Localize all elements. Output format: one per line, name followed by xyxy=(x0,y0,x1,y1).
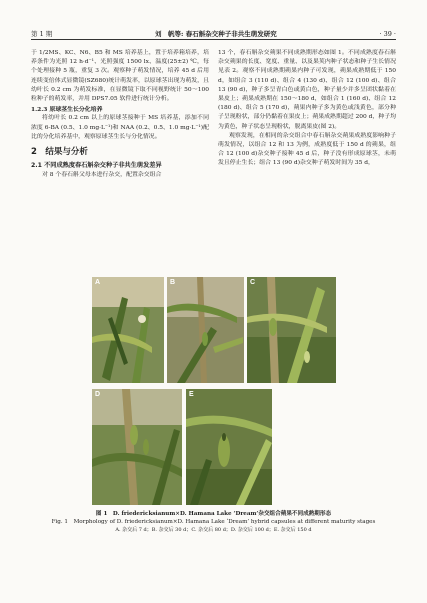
panel-label: E xyxy=(189,391,194,398)
figure-caption-panel-key: A. 杂交后 7 d；B. 杂交后 30 d；C. 杂交后 80 d；D. 杂交后 100 d；E. 杂交后 150 d xyxy=(115,527,312,533)
panel-label: A xyxy=(95,279,101,286)
figure-panel-d xyxy=(92,389,182,505)
right-column xyxy=(218,49,396,169)
article-running-title: 刘 帆等: 春石斛杂交种子非共生萌发研究 xyxy=(155,30,277,38)
figure-panel-c xyxy=(247,277,336,383)
panel-label: B xyxy=(170,279,176,286)
figure-panel-b xyxy=(167,277,244,383)
paragraph-protocorm-culture: 将幼叶长 0.2 cm 以上的原球茎接种于 MS 培养基，添加不同浓度 6-BA (0.5、1.0 mg·L⁻¹)和 NAA (0.2、0.5、1.0 mg·L⁻¹)配比的分化培养基中，观察原球茎生长与分化情况。 xyxy=(31,115,209,140)
paragraph-capsule-maturity: 13 个，春石斛杂交蒴果不同成熟期形态如图 1。不同成熟度春石斛杂交蒴果的长度、宽度、重量、以及果荚内种子状态和种子生长情况见表 2。观察不同成熟期蒴果内种子可发现，蒴果成熟期低于 150 d，如组合 3 (110 d)、组合 4 (130 d)、组合 12 (100 d)、组合 13 (90 d)，种子多呈青白色或黄白色，种子量少并多呈团状黏着在果皮上；蒴果成熟期在 150～180 d，如组合 1 (160 d)、组合 12 (180 d)、组合 5 (170 d)，蒴果内种子多为黄色或浅黄色，部分种子呈现粉状，部分仍黏着在果皮上；蒴果成熟期超过 200 d，种子均为黄色，种子状态呈现粉状，脱离果皮(图 2)。 xyxy=(218,50,396,130)
page-number: · 39 · xyxy=(379,30,396,38)
paragraph-observation: 观察发现，在相同的杂交组合中春石斛杂交蒴果成熟度影响种子萌发情况，以组合 12 和 13 为例，成熟度低于 150 d 的蒴果，组合 12 (100 d)杂交种子接种 45 d 后，种子没有形成原球茎，未萌发且停止生长；组合 13 (90 d)杂交种子萌发时间为 35 d， xyxy=(218,132,396,167)
left-column xyxy=(31,49,209,181)
figure-caption xyxy=(31,510,396,534)
header-rule xyxy=(31,39,396,40)
issue-number: 第 1 期 xyxy=(31,30,53,38)
running-header xyxy=(31,26,396,38)
figure-panel-a xyxy=(92,277,164,383)
figure-caption-chinese: 图 1 D. friedericksianum×D. Hamana Lake ‘Dream’杂交组合蒴果不同成熟期形态 xyxy=(95,511,332,517)
panel-label: D xyxy=(95,391,101,398)
figure-panel-e xyxy=(186,389,272,505)
paragraph-results-intro: 对 8 个春石斛父母本进行杂交，配置杂交组合 xyxy=(42,172,162,179)
subsection-heading-1-2-3: 1.2.3 原球茎生长分化培养 xyxy=(31,106,103,114)
subsection-heading-2-1: 2.1 不同成熟度春石斛杂交种子非共生萌发差异 xyxy=(31,162,162,170)
panel-label: C xyxy=(250,279,256,286)
figure-caption-english: Fig. 1 Morphology of D. friedericksianum×D. Hamana Lake ‘Dream’ hybrid capsules at different maturity stages xyxy=(51,519,376,525)
paragraph-methods-germination: 于 1/2MS、KC、N6、B5 和 MS 培养基上，置于培养箱培养，培养条件为光照 12 h·d⁻¹、光照强度 1500 lx、温度(25±2) ℃，每个处理接种 5 瓶，重复 3 次。观察种子萌发情况，培养 45 d 后用连续变倍体式显微镜(SZ680)统计萌发率，以原球茎出现为萌发，且幼叶长 0.2 cm 为萌发标准，在显微镜下取不同视野统计 50～100 粒种子的萌发率，并用 DPS7.05 软件进行统计分析。 xyxy=(31,50,209,103)
section-heading-results: 2 结果与分析 xyxy=(31,147,88,158)
